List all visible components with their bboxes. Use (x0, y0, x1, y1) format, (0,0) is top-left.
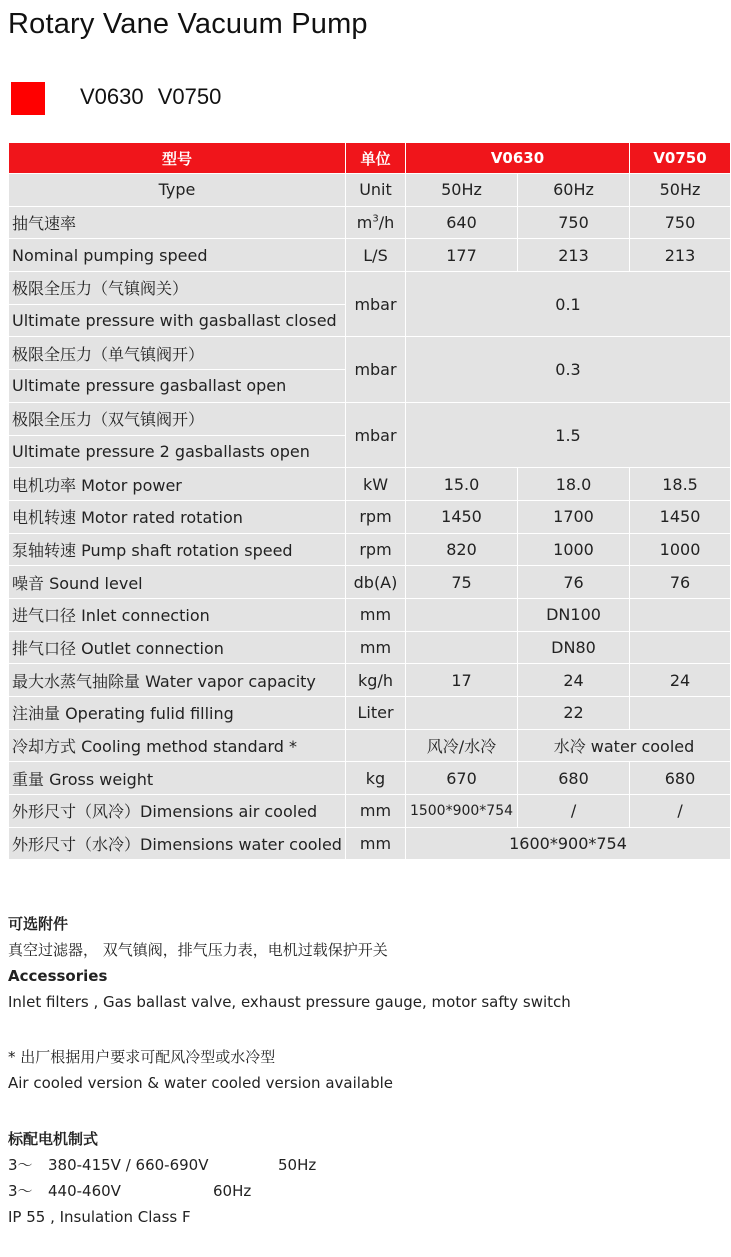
cell-value: 1450 (406, 500, 518, 533)
cell-v0630-50hz: 50Hz (406, 174, 518, 207)
row-label: 电机功率 Motor power (9, 468, 346, 501)
model-list: V0630 V0750 (80, 84, 222, 109)
cell-value: 76 (518, 566, 630, 599)
cell-value: 风冷/水冷 (406, 729, 518, 762)
cell-value: 水冷 water cooled (518, 729, 731, 762)
row-unit: Unit (346, 174, 406, 207)
cooling-note-cn: * 出厂根据用户要求可配风冷型或水冷型 (8, 1048, 276, 1066)
row-label-en: Ultimate pressure 2 gasballasts open (9, 435, 346, 468)
row-unit: db(A) (346, 566, 406, 599)
table-row (9, 337, 731, 370)
frequency: 50Hz (278, 1156, 317, 1174)
row-unit: Liter (346, 697, 406, 730)
cell-value: 1700 (518, 500, 630, 533)
accessories-heading-en: Accessories (8, 967, 108, 985)
table-row (9, 729, 731, 762)
cell-value: 1.5 (406, 402, 731, 467)
cell-value: 0.3 (406, 337, 731, 402)
row-unit: rpm (346, 500, 406, 533)
row-unit: kg/h (346, 664, 406, 697)
motor-standard-section (8, 1126, 316, 1230)
row-label-cn: 极限全压力（单气镇阀开） (9, 337, 346, 370)
row-unit: mbar (346, 272, 406, 337)
cell-value: 22 (518, 697, 630, 730)
row-label: 外形尺寸（风冷）Dimensions air cooled (9, 795, 346, 828)
header-v0750: V0750 (630, 143, 731, 174)
row-label: 电机转速 Motor rated rotation (9, 500, 346, 533)
row-label: 外形尺寸（水冷）Dimensions water cooled (9, 827, 346, 860)
cell-empty (630, 697, 731, 730)
row-label: 重量 Gross weight (9, 762, 346, 795)
row-unit: mm (346, 827, 406, 860)
cell-value: 76 (630, 566, 731, 599)
cooling-note-en: Air cooled version & water cooled version available (8, 1074, 394, 1092)
cell-value: 680 (518, 762, 630, 795)
cell-value: 75 (406, 566, 518, 599)
row-unit: rpm (346, 533, 406, 566)
row-label-cn: 极限全压力（双气镇阀开） (9, 402, 346, 435)
header-unit: 单位 (346, 143, 406, 174)
red-square-icon (11, 82, 45, 115)
cell-value: 18.5 (630, 468, 731, 501)
cell-value: 177 (406, 239, 518, 272)
cell-v0750-50hz: 50Hz (630, 174, 731, 207)
table-row (9, 533, 731, 566)
cell-value: 24 (518, 664, 630, 697)
cell-value: 24 (630, 664, 731, 697)
accessories-heading-cn: 可选附件 (8, 915, 69, 933)
table-row (9, 697, 731, 730)
spec-table (8, 142, 731, 860)
table-row (9, 402, 731, 435)
row-unit: mm (346, 795, 406, 828)
voltage: 440-460V (48, 1182, 121, 1200)
table-row (9, 272, 731, 305)
accessories-text-cn: 真空过滤器， 双气镇阀，排气压力表，电机过载保护开关 (8, 941, 388, 959)
ip-rating: IP 55 , Insulation Class F (8, 1208, 191, 1226)
row-label: 抽气速率 (9, 206, 346, 239)
row-label: 注油量 Operating fulid filling (9, 697, 346, 730)
accessories-text-en: Inlet filters , Gas ballast valve, exhaust pressure gauge, motor safty switch (8, 993, 571, 1011)
row-label: 冷却方式 Cooling method standard * (9, 729, 346, 762)
cell-value: 670 (406, 762, 518, 795)
cell-value: 1600*900*754 (406, 827, 731, 860)
row-label: 泵轴转速 Pump shaft rotation speed (9, 533, 346, 566)
header-model: 型号 (9, 143, 346, 174)
cell-value: 1000 (630, 533, 731, 566)
row-unit: L/S (346, 239, 406, 272)
table-row (9, 598, 731, 631)
cell-empty (406, 697, 518, 730)
cell-v0630-60hz: 60Hz (518, 174, 630, 207)
row-unit: mm (346, 598, 406, 631)
table-row (9, 795, 731, 828)
table-row (9, 762, 731, 795)
cell-value: 213 (518, 239, 630, 272)
cell-value: 213 (630, 239, 731, 272)
row-unit: mbar (346, 337, 406, 402)
cell-value: 1450 (630, 500, 731, 533)
cell-value: 750 (518, 206, 630, 239)
table-row (9, 468, 731, 501)
row-label-cn: 极限全压力（气镇阀关） (9, 272, 346, 305)
row-label: 排气口径 Outlet connection (9, 631, 346, 664)
cell-value: / (630, 795, 731, 828)
motor-standard-row (8, 1178, 316, 1204)
accessories-section (8, 911, 571, 1015)
table-row (9, 827, 731, 860)
cell-empty (630, 631, 731, 664)
cooling-note (8, 1044, 393, 1096)
row-label: 噪音 Sound level (9, 566, 346, 599)
row-unit (346, 729, 406, 762)
cell-value: 820 (406, 533, 518, 566)
table-row (9, 206, 731, 239)
table-row (9, 500, 731, 533)
cell-value: 1500*900*754 (406, 795, 518, 828)
cell-value: 15.0 (406, 468, 518, 501)
cell-value: 750 (630, 206, 731, 239)
cell-empty (630, 598, 731, 631)
cell-value: 680 (630, 762, 731, 795)
row-unit: kW (346, 468, 406, 501)
row-unit: mm (346, 631, 406, 664)
cell-value: / (518, 795, 630, 828)
cell-value: 640 (406, 206, 518, 239)
cell-value: 0.1 (406, 272, 731, 337)
table-row (9, 239, 731, 272)
phase: 3～ (8, 1156, 33, 1174)
cell-value: 18.0 (518, 468, 630, 501)
row-unit: mbar (346, 402, 406, 467)
row-unit: kg (346, 762, 406, 795)
table-header-row (9, 143, 731, 174)
table-row (9, 631, 731, 664)
table-row (9, 664, 731, 697)
page-title: Rotary Vane Vacuum Pump (8, 8, 368, 40)
row-label-en: Ultimate pressure gasballast open (9, 370, 346, 403)
table-row (9, 566, 731, 599)
cell-value: DN100 (518, 598, 630, 631)
motor-standard-heading: 标配电机制式 (8, 1130, 99, 1148)
voltage: 380-415V / 660-690V (48, 1156, 209, 1174)
row-label-en: Ultimate pressure with gasballast closed (9, 304, 346, 337)
row-unit: $m^3/h$ (346, 206, 406, 239)
frequency: 60Hz (213, 1182, 252, 1200)
row-label: 最大水蒸气抽除量 Water vapor capacity (9, 664, 346, 697)
row-label: Nominal pumping speed (9, 239, 346, 272)
phase: 3～ (8, 1182, 33, 1200)
row-label: 进气口径 Inlet connection (9, 598, 346, 631)
table-row (9, 174, 731, 207)
cell-value: 1000 (518, 533, 630, 566)
cell-value: DN80 (518, 631, 630, 664)
cell-empty (406, 598, 518, 631)
header-v0630: V0630 (406, 143, 630, 174)
row-label: Type (9, 174, 346, 207)
motor-standard-row (8, 1152, 316, 1178)
cell-value: 17 (406, 664, 518, 697)
cell-empty (406, 631, 518, 664)
